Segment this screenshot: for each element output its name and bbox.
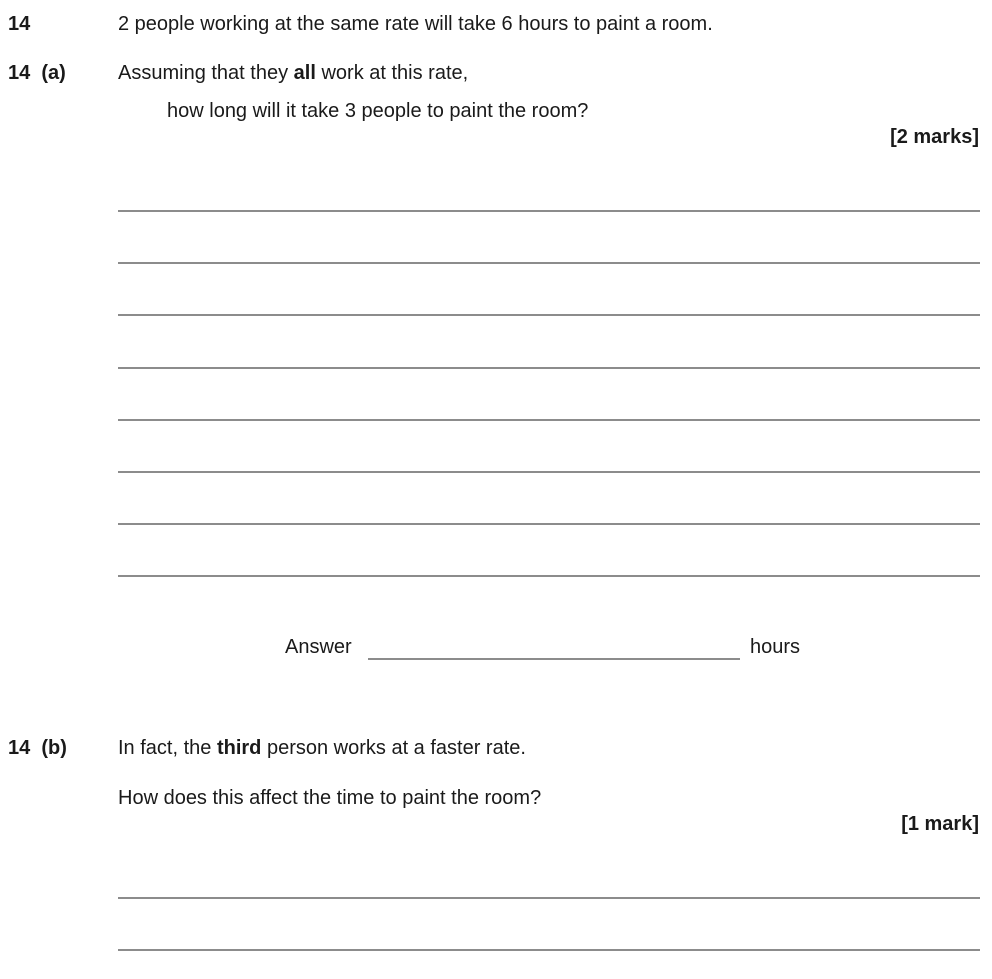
part-b-label	[8, 738, 67, 758]
part-b-line1-bold: third	[216, 737, 262, 759]
part-a-label	[8, 63, 66, 83]
part-b-line1	[118, 738, 526, 758]
part-b-working-line[interactable]	[118, 949, 980, 951]
answer-label: Answer	[285, 636, 352, 658]
part-a-working-line[interactable]	[118, 262, 980, 264]
part-a-working-line[interactable]	[118, 471, 980, 473]
part-a-marks: [2 marks]	[890, 126, 979, 148]
part-a-line1-after: work at this rate,	[315, 62, 469, 84]
part-a-working-line[interactable]	[118, 314, 980, 316]
part-a-label-number: 14	[8, 62, 31, 84]
part-a-working-line[interactable]	[118, 367, 980, 369]
part-a-working-line[interactable]	[118, 575, 980, 577]
answer-unit: hours	[750, 636, 801, 658]
part-b-label-number: 14	[8, 737, 31, 759]
question-number: 14	[8, 13, 31, 35]
part-a-working-line[interactable]	[118, 523, 980, 525]
part-a-working-line[interactable]	[118, 419, 980, 421]
part-b-line2: How does this affect the time to paint the room?	[118, 787, 542, 809]
part-a-working-line[interactable]	[118, 210, 980, 212]
answer-input-line[interactable]	[368, 658, 740, 660]
part-a-line1-bold: all	[293, 62, 316, 84]
part-b-label-part: (b)	[41, 737, 67, 759]
part-b-line1-before: In fact, the	[118, 737, 217, 759]
part-a-line1-before: Assuming that they	[118, 62, 294, 84]
part-a-line1	[118, 63, 468, 83]
part-b-line1-after: person works at a faster rate.	[261, 737, 526, 759]
part-a-label-part: (a)	[41, 62, 66, 84]
part-a-line2: how long will it take 3 people to paint the room?	[167, 100, 589, 122]
question-stem: 2 people working at the same rate will take 6 hours to paint a room.	[118, 13, 713, 35]
part-b-working-line[interactable]	[118, 897, 980, 899]
part-b-marks: [1 mark]	[901, 813, 979, 835]
